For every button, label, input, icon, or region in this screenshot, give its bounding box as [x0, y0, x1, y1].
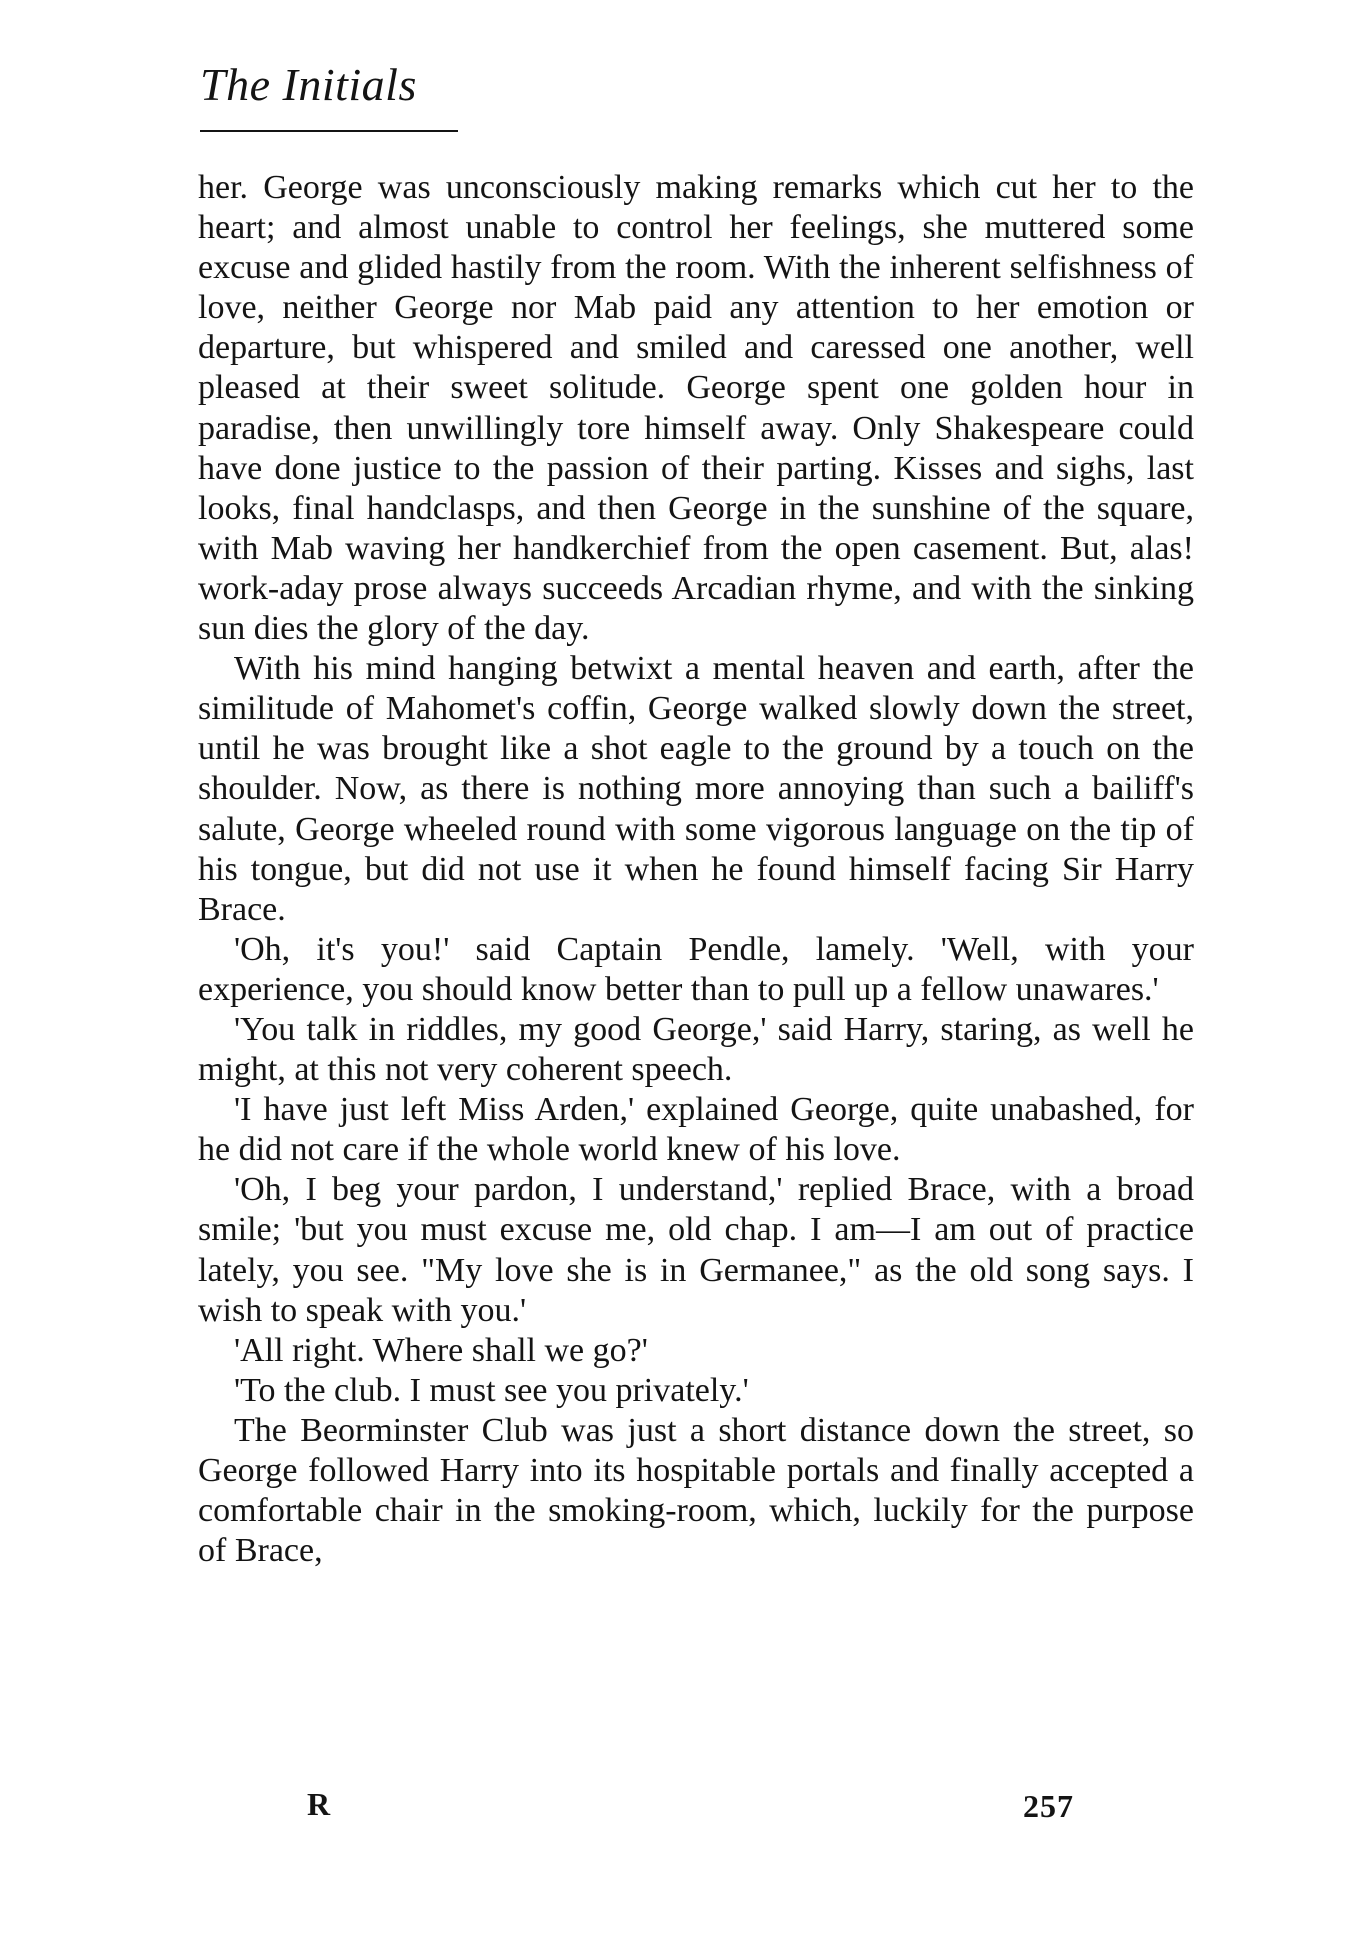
paragraph-4: 'You talk in riddles, my good George,' said Harry, staring, as well he might, at this not very coherent speech.	[198, 1010, 1194, 1089]
paragraph-5: 'I have just left Miss Arden,' explained George, quite unabashed, for he did not care if the whole world knew of his love.	[198, 1091, 1194, 1169]
paragraph-8: 'To the club. I must see you privately.'	[234, 1371, 749, 1409]
header-rule	[200, 130, 458, 132]
signature-mark: R	[307, 1786, 331, 1822]
body-text	[198, 168, 1194, 1571]
paragraph-7: 'All right. Where shall we go?'	[234, 1331, 648, 1369]
paragraph-9: The Beorminster Club was just a short distance down the street, so George followed Harry into its hospitable portals and finally accepted a comfortable chair in the smoking-room, which, luckily for the purpose of Brace,	[198, 1411, 1194, 1570]
running-head-title: The Initials	[200, 59, 417, 110]
paragraph-1: her. George was unconsciously making remarks which cut her to the heart; and almost unable to control her feelings, she muttered some excuse and glided hastily from the room. With the inherent selfishness of love, neither George nor Mab paid any attention to her emotion or departure, but whispered and smiled and caressed one another, well pleased at their sweet solitude. George spent one golden hour in paradise, then unwillingly tore himself away. Only Shakespeare could have done justice to the passion of their parting. Kisses and sighs, last looks, final handclasps, and then George in the sunshine of the square, with Mab waving her handkerchief from the open casement. But, alas! work-aday prose always succeeds Arcadian rhyme, and with the sinking sun dies the glory of the day.	[198, 169, 1194, 648]
paragraph-2: With his mind hanging betwixt a mental heaven and earth, after the similitude of Mahomet's coffin, George walked slowly down the street, until he was brought like a shot eagle to the ground by a touch on the shoulder. Now, as there is nothing more annoying than such a bailiff's salute, George wheeled round with some vigorous language on the tip of his tongue, but did not use it when he found himself facing Sir Harry Brace.	[198, 650, 1194, 928]
paragraph-6: 'Oh, I beg your pardon, I understand,' replied Brace, with a broad smile; 'but you must excuse me, old chap. I am—I am out of practice lately, you see. "My love she is in Germanee," as the old song says. I wish to speak with you.'	[198, 1171, 1194, 1329]
paragraph-3: 'Oh, it's you!' said Captain Pendle, lamely. 'Well, with your experience, you should know better than to pull up a fellow unawares.'	[198, 930, 1194, 1008]
page-number: 257	[1023, 1788, 1074, 1824]
